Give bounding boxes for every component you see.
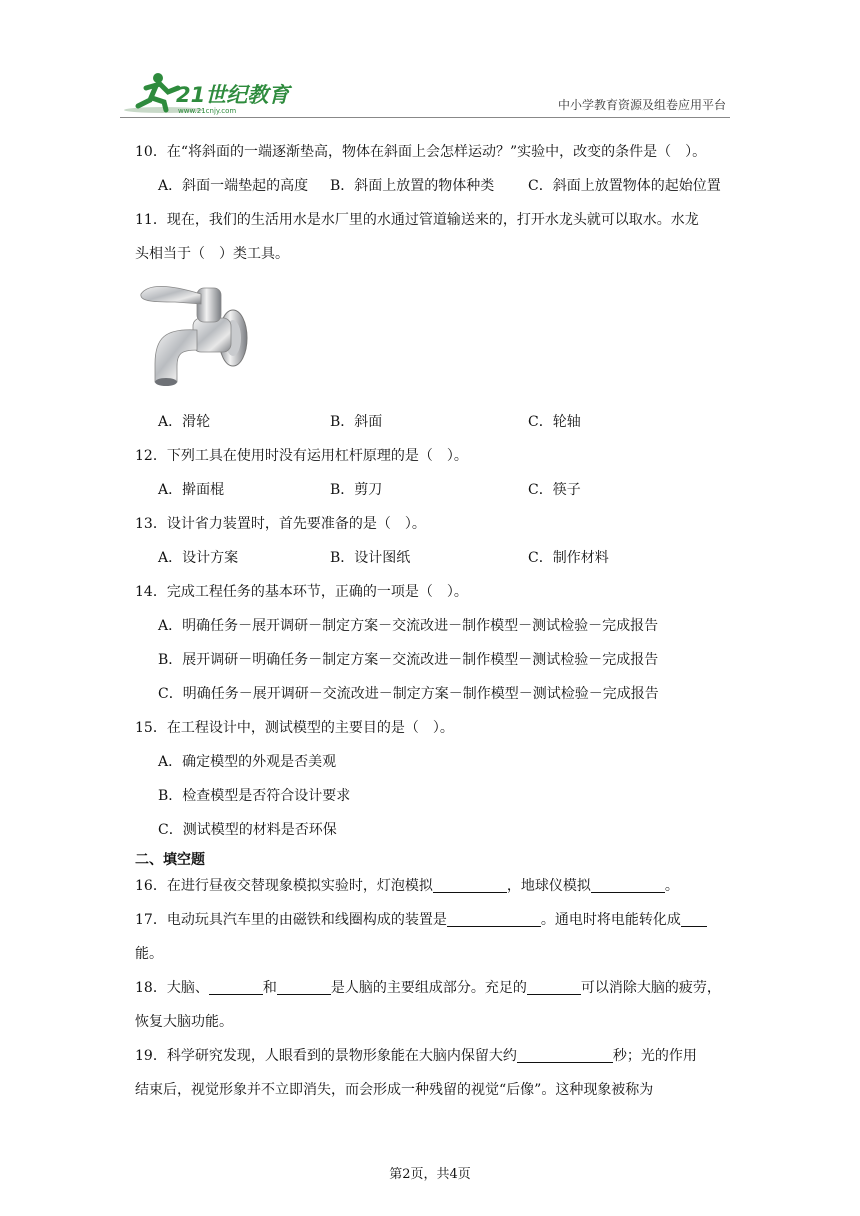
q15-option-a: A．确定模型的外观是否美观 — [158, 754, 337, 770]
question-13: 13．设计省力装置时，首先要准备的是（ ）。 — [135, 516, 426, 532]
question-18-line1: 18．大脑、 和 是人脑的主要组成部分。充足的 可以消除大脑的疲劳， — [135, 980, 721, 996]
question-14: 14．完成工程任务的基本环节，正确的一项是（ ）。 — [135, 584, 468, 600]
q12-option-b: B．剪刀 — [330, 482, 383, 498]
answer-blank[interactable] — [527, 980, 581, 995]
q12-option-c: C．筷子 — [528, 482, 581, 498]
answer-blank[interactable] — [209, 980, 263, 995]
answer-blank[interactable] — [433, 878, 507, 893]
question-11-line1: 11．现在，我们的生活用水是水厂里的水通过管道输送来的，打开水龙头就可以取水。水龙 — [135, 212, 699, 228]
svg-text:21世纪教育: 21世纪教育 — [176, 83, 290, 107]
question-12: 12．下列工具在使用时没有运用杠杆原理的是（ ）。 — [135, 448, 468, 464]
q14-option-a: A．明确任务－展开调研－制定方案－交流改进－制作模型－测试检验－完成报告 — [158, 618, 659, 634]
q13-option-a: A．设计方案 — [158, 550, 239, 566]
page-header — [120, 70, 730, 116]
question-16: 16．在进行昼夜交替现象模拟实验时，灯泡模拟 ，地球仪模拟 。 — [135, 878, 679, 894]
answer-blank[interactable] — [591, 878, 665, 893]
q11-option-a: A．滑轮 — [158, 414, 211, 430]
faucet-image — [135, 280, 255, 395]
header-divider — [120, 117, 730, 118]
page-number: 第2页，共4页 — [389, 1167, 471, 1182]
q10-option-b: B．斜面上放置的物体种类 — [330, 178, 495, 194]
platform-name: 中小学教育资源及组卷应用平台 — [557, 98, 726, 112]
q14-option-c: C．明确任务－展开调研－交流改进－制定方案－制作模型－测试检验－完成报告 — [158, 686, 659, 702]
q13-option-c: C．制作材料 — [528, 550, 609, 566]
answer-blank[interactable] — [277, 980, 331, 995]
answer-blank[interactable] — [681, 912, 707, 927]
q10-option-c: C．斜面上放置物体的起始位置 — [528, 178, 721, 194]
q15-option-c: C．测试模型的材料是否环保 — [158, 822, 337, 838]
question-10: 10．在“将斜面的一端逐渐垫高，物体在斜面上会怎样运动？”实验中，改变的条件是（ ）。 — [135, 144, 707, 160]
q14-option-b: B．展开调研－明确任务－制定方案－交流改进－制作模型－测试检验－完成报告 — [158, 652, 659, 668]
question-17-line1: 17．电动玩具汽车里的由磁铁和线圈构成的装置是 。通电时将电能转化成 — [135, 911, 707, 929]
question-17-line2: 能。 — [135, 946, 163, 962]
q11-option-b: B．斜面 — [330, 414, 383, 430]
answer-blank[interactable] — [517, 1048, 613, 1063]
question-18-line2: 恢复大脑功能。 — [135, 1014, 233, 1030]
question-19-line2: 结束后，视觉形象并不立即消失，而会形成一种残留的视觉“后像”。这种现象被称为 — [135, 1082, 654, 1098]
question-11-line2: 头相当于（ ）类工具。 — [135, 246, 289, 262]
question-19-line1: 19．科学研究发现，人眼看到的景物形象能在大脑内保留大约 秒；光的作用 — [135, 1048, 697, 1064]
logo — [120, 70, 300, 116]
q15-option-b: B．检查模型是否符合设计要求 — [158, 788, 351, 804]
q11-option-c: C．轮轴 — [528, 414, 581, 430]
question-15: 15．在工程设计中，测试模型的主要目的是（ ）。 — [135, 720, 454, 736]
q12-option-a: A．擀面棍 — [158, 482, 225, 498]
section-title-fill-in: 二、填空题 — [135, 852, 205, 868]
svg-text:www.21cnjy.com: www.21cnjy.com — [178, 107, 237, 115]
answer-blank[interactable] — [447, 912, 541, 927]
q13-option-b: B．设计图纸 — [330, 550, 411, 566]
q10-option-a: A．斜面一端垫起的高度 — [158, 178, 309, 194]
